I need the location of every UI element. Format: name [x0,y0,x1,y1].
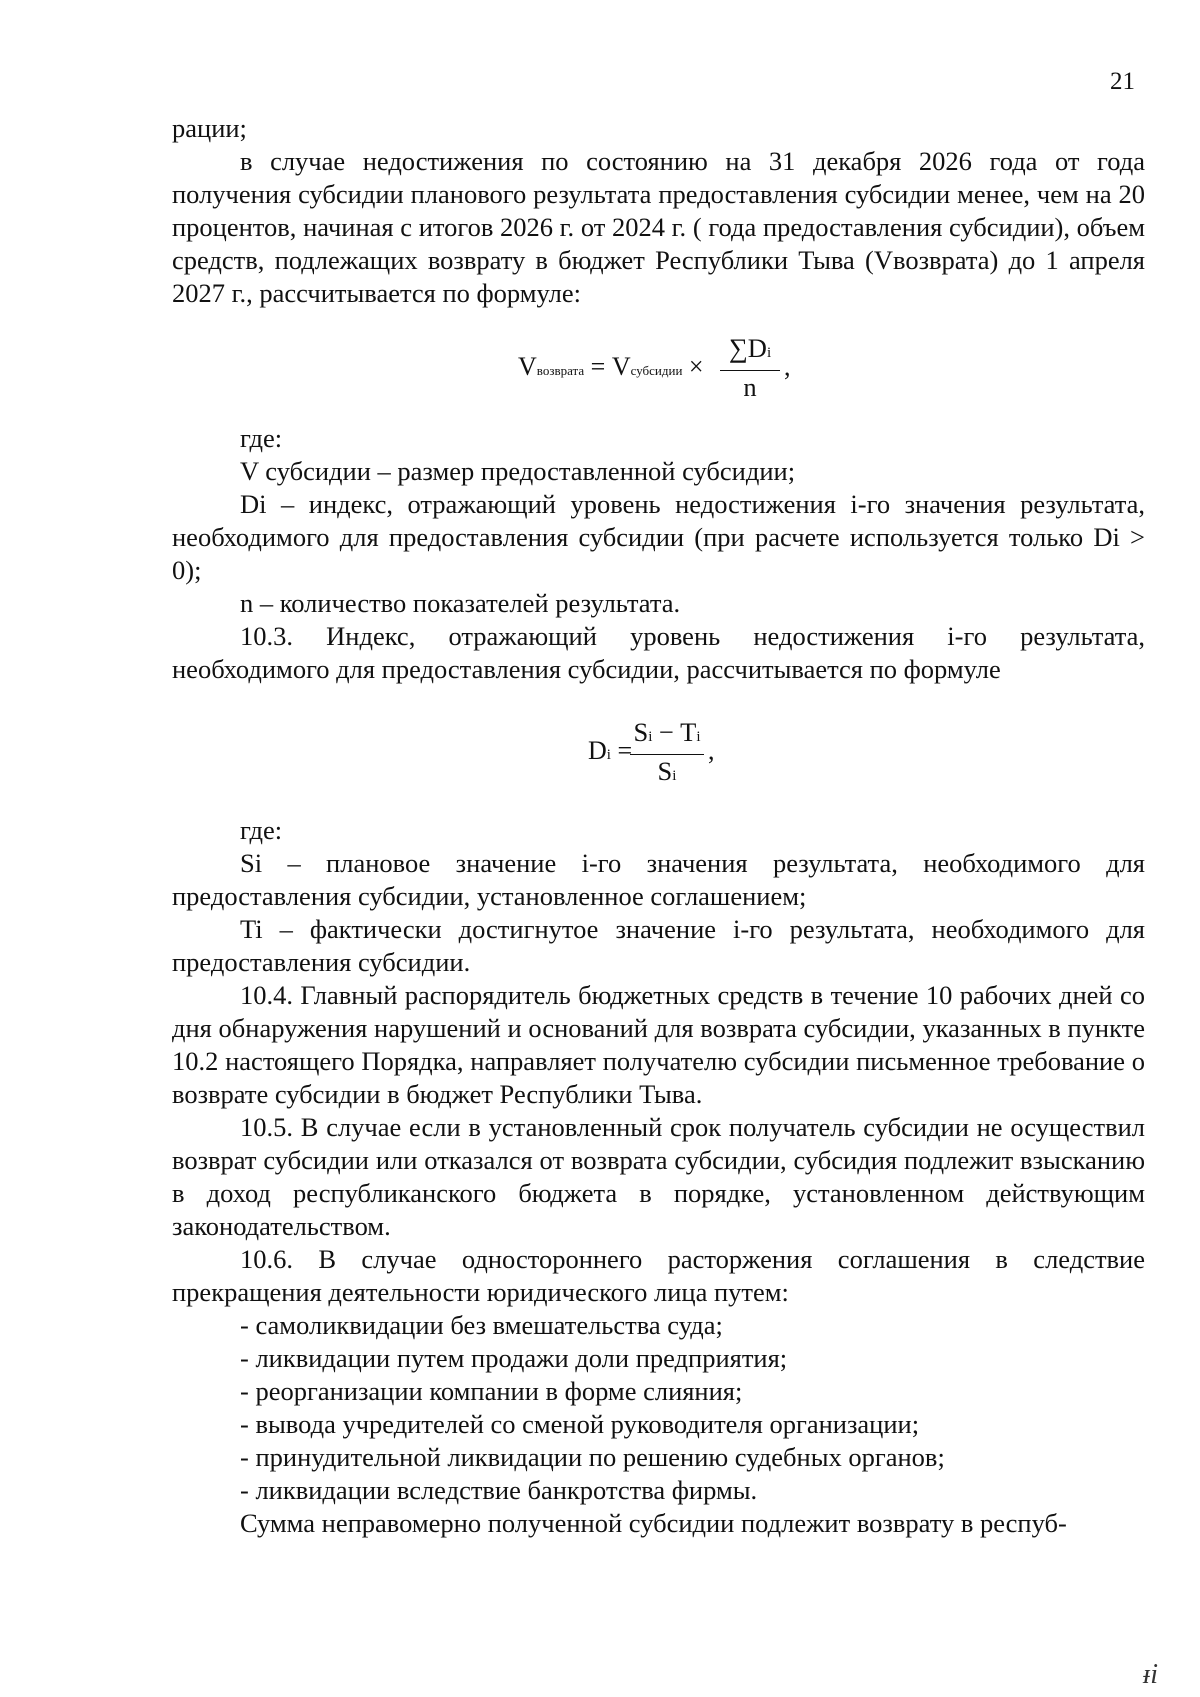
list-item: - ликвидации вследствие банкротства фирмы. [240,1475,758,1505]
paragraph: V субсидии – размер предоставленной субсидии; [240,456,796,486]
formula-d-index: Di = Si − Ti Si , [172,686,1145,814]
list-item: - вывода учредителей со сменой руководителя организации; [240,1409,920,1439]
paragraph: 10.5. В случае если в установленный срок получатель субсидии не осуществил возврат субсидии или отказался от возврата субсидии, субсидия подлежит взысканию в доход республиканского бюджета в порядке, установленном действующим законодательством. [172,1112,1145,1241]
formula-v-return: Vвозврата = Vсубсидии × ∑Di n , [518,333,791,402]
paragraph: 10.4. Главный распорядитель бюджетных средств в течение 10 рабочих дней со дня обнаружения нарушений и оснований для возврата субсидии, указанных в пункте 10.2 настоящего Порядка, направляет получателю субсидии письменное требование о возврате субсидии в бюджет Республики Тыва. [172,980,1145,1109]
paragraph: Si – плановое значение i-го значения результата, необходимого для предоставления субсидии, установленное соглашением; [172,848,1145,911]
paragraph: где: [240,815,283,845]
paragraph: n – количество показателей результата. [240,588,681,618]
list-item: - самоликвидации без вмешательства суда; [240,1310,723,1340]
document-body [172,112,1145,1540]
paragraph: Di – индекс, отражающий уровень недостижения i-го значения результата, необходимого для предоставления субсидии (при расчете используется только Di > 0); [172,489,1145,585]
paragraph: 10.3. Индекс, отражающий уровень недостижения i-го результата, необходимого для предоставления субсидии, рассчитывается по формуле [172,621,1145,684]
list-item: - реорганизации компании в форме слияния; [240,1376,743,1406]
paragraph: 10.6. В случае одностороннего расторжения соглашения в следствие прекращения деятельности юридического лица путем: [172,1244,1145,1307]
list-item: - принудительной ликвидации по решению судебных органов; [240,1442,945,1472]
page-number: 21 [1110,68,1135,95]
formula-fraction: Si − Ti Si [630,716,704,793]
paragraph: Сумма неправомерно полученной субсидии подлежит возврату в респуб- [240,1508,1067,1538]
formula-fraction: ∑Di n [720,332,780,404]
paragraph: в случае недостижения по состоянию на 31 декабря 2026 года от года получения субсидии планового результата предоставления субсидии менее, чем на 20 процентов, начиная с итогов 2026 г. от 2024 г. ( года предоставления субсидии), объем средств, подлежащих возврату в бюджет Республики Тыва (Vвозврата) до 1 апреля 2027 г., рассчитывается по формуле: [172,146,1145,308]
paragraph: где: [240,423,283,453]
paragraph: рации; [172,113,247,143]
signature-mark: ᵻi [1142,1659,1158,1690]
list-item: - ликвидации путем продажи доли предприятия; [240,1343,788,1373]
paragraph: Ti – фактически достигнутое значение i-го результата, необходимого для предоставления субсидии. [172,914,1145,977]
